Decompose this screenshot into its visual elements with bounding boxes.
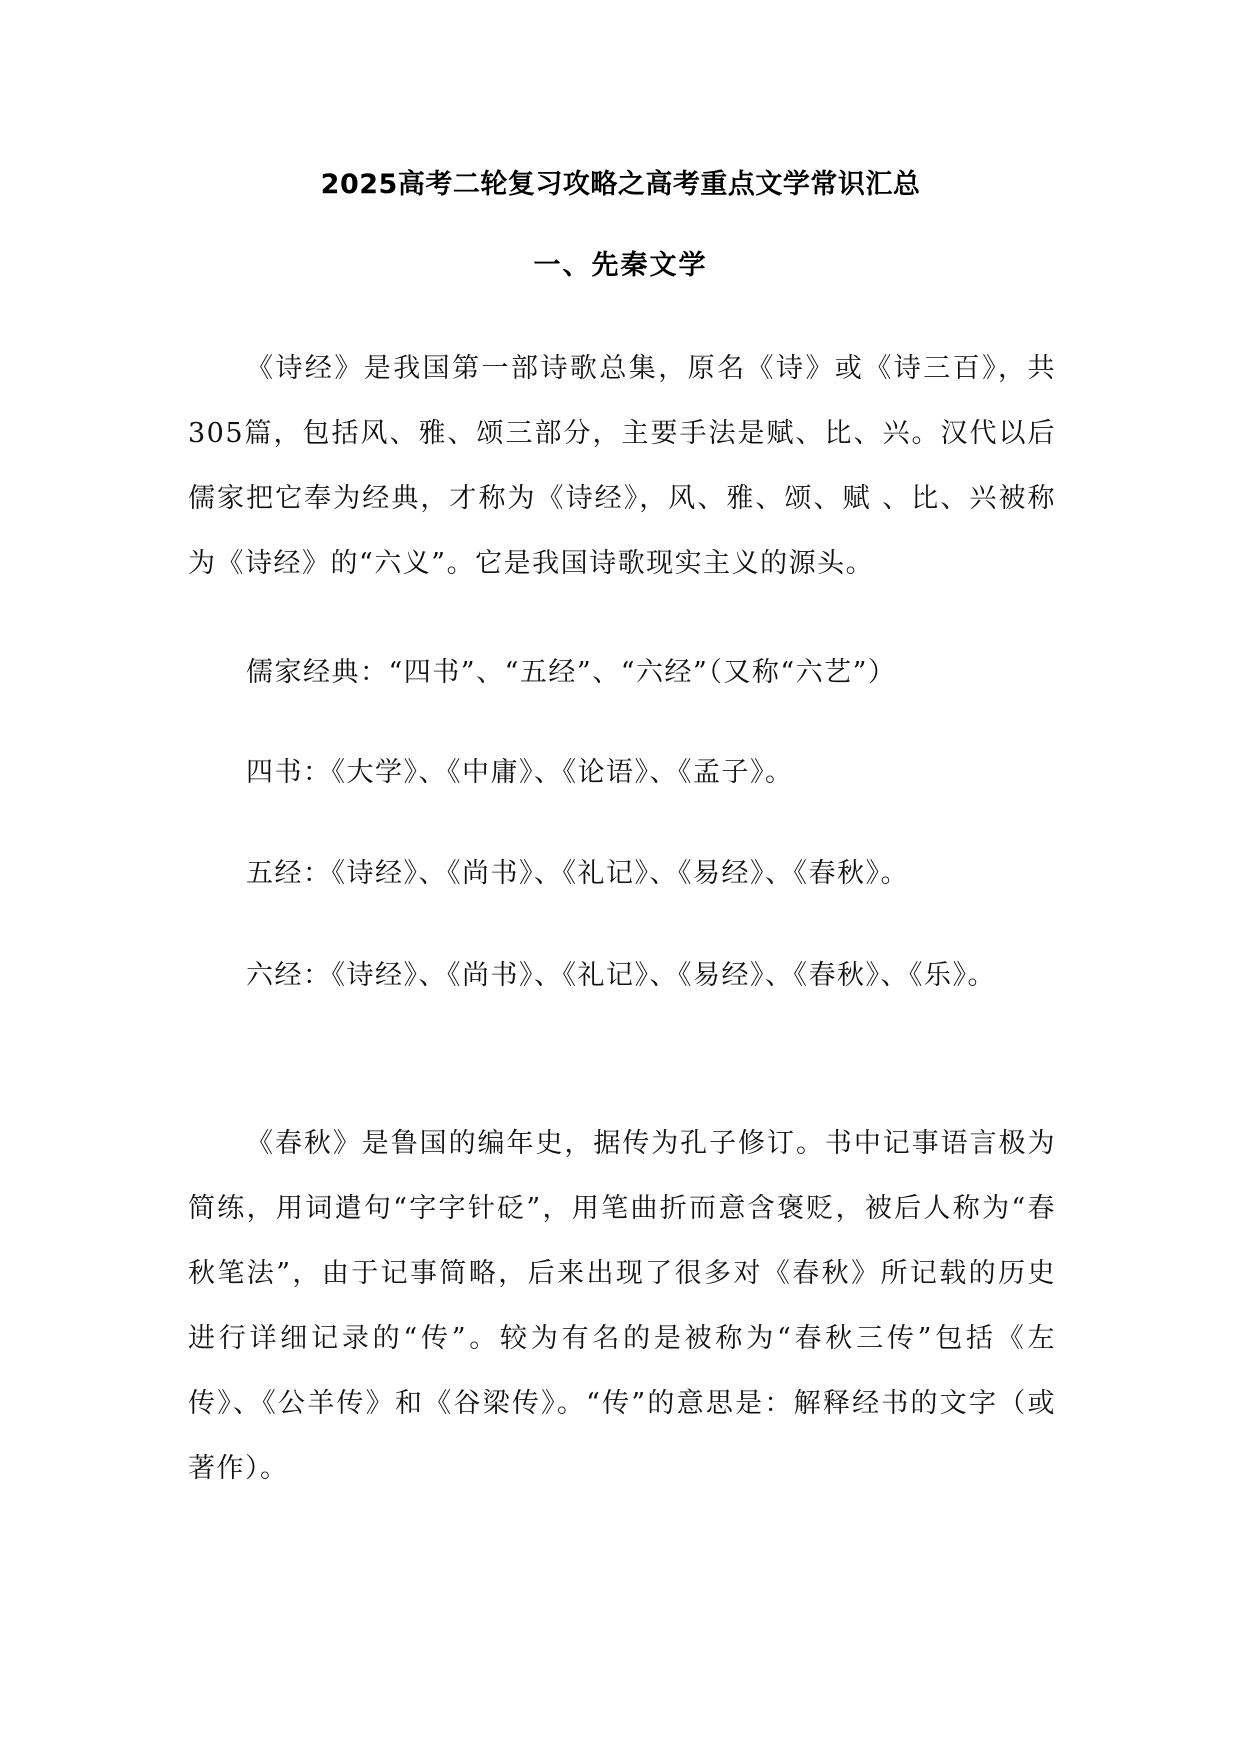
paragraph-five-classics: 五经：《诗经》、《尚书》、《礼记》、《易经》、《春秋》。 — [246, 858, 909, 889]
paragraph-six-classics: 六经：《诗经》、《尚书》、《礼记》、《易经》、《春秋》、《乐》。 — [246, 960, 996, 991]
paragraph-four-books: 四书：《大学》、《中庸》、《论语》、《孟子》。 — [246, 757, 794, 788]
section-heading: 一、先秦文学 — [533, 250, 708, 281]
document-title: 2025高考二轮复习攻略之高考重点文学常识汇总 — [320, 169, 921, 200]
paragraph-chunqiu: 《春秋》是鲁国的编年史，据传为孔子修订。书中记事语言极为简练，用词遣句“字字针砭”，用笔曲折而意含褒贬，被后人称为“春秋笔法”，由于记事简略，后来出现了很多对《春秋》所记载的历史进行详细记录的“传”。较为有名的是被称为“春秋三传”包括《左传》、《公羊传》和《谷梁传》。“传”的意思是：解释经书的文字（或著作）。 — [188, 1128, 1056, 1484]
paragraph-shijing: 《诗经》是我国第一部诗歌总集，原名《诗》或《诗三百》，共305篇，包括风、雅、颂三部分，主要手法是赋、比、兴。汉代以后儒家把它奉为经典，才称为《诗经》，风、雅、颂、赋 、比、兴被称为《诗经》的“六义”。它是我国诗歌现实主义的源头。 — [188, 353, 1056, 579]
paragraph-confucian-classics: 儒家经典：“四书”、“五经”、“六经”（又称“六艺”） — [246, 657, 897, 688]
